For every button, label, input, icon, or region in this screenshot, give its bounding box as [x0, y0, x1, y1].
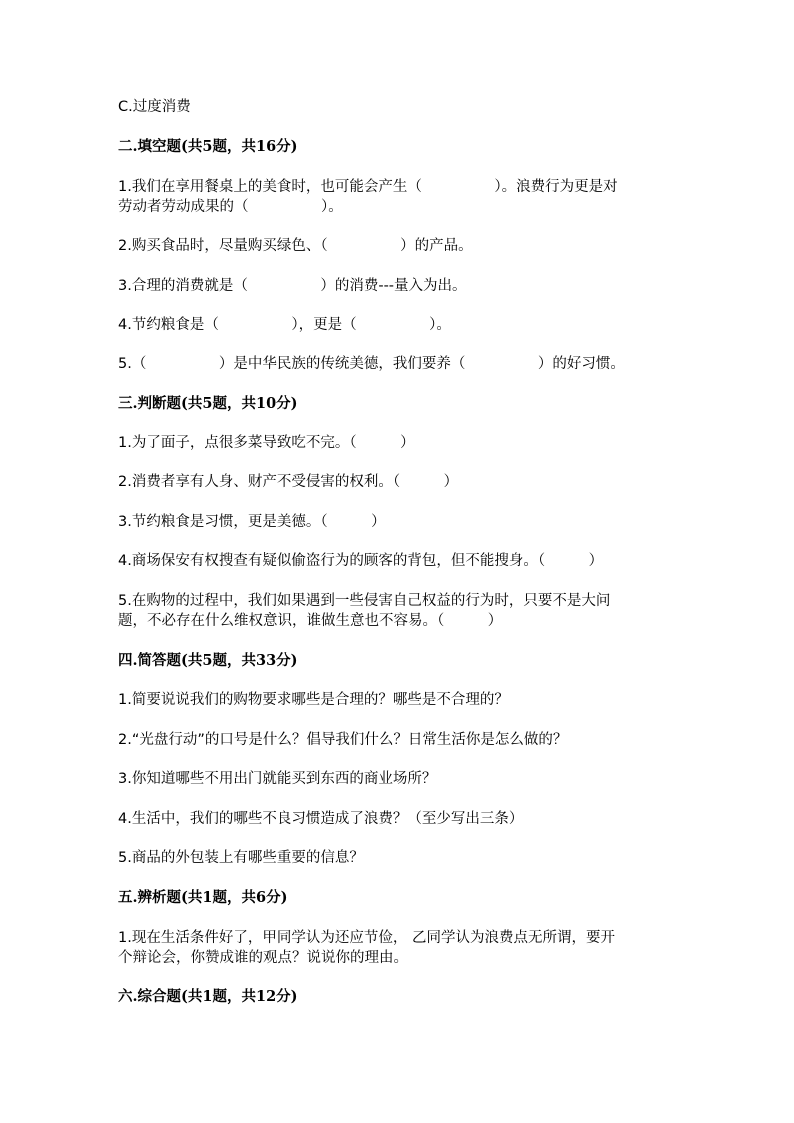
question-line: 劳动者劳动成果的（ ）。	[118, 199, 343, 215]
question-line: 1.简要说说我们的购物要求哪些是合理的？哪些是不合理的？	[118, 692, 509, 708]
question-line: 2.“光盘行动”的口号是什么？倡导我们什么？日常生活你是怎么做的？	[118, 732, 568, 748]
question-line: 5.在购物的过程中，我们如果遇到一些侵害自己权益的行为时，只要不是大问	[118, 593, 611, 609]
question-line: 2.消费者享有人身、财产不受侵害的权利。（ ）	[118, 474, 459, 490]
question-line: 个辩论会，你赞成谁的观点？说说你的理由。	[118, 950, 408, 966]
question-line: 1.现在生活条件好了，甲同学认为还应节俭， 乙同学认为浪费点无所谓，要开	[118, 930, 615, 946]
question-line: 1.为了面子，点很多菜导致吃不完。（ ）	[118, 435, 415, 451]
question-line: 4.生活中，我们的哪些不良习惯造成了浪费？（至少写出三条）	[118, 811, 524, 827]
section-heading-fill-blank: 二.填空题(共5题，共16分)	[118, 138, 298, 155]
question-line: 4.商场保安有权搜查有疑似偷盗行为的顾客的背包，但不能搜身。（ ）	[118, 553, 604, 569]
question-line: 题，不必存在什么维权意识，谁做生意也不容易。（ ）	[118, 613, 503, 629]
section-heading-analysis: 五.辨析题(共1题，共6分)	[118, 889, 288, 906]
question-line: 4.节约粮食是（ ），更是（ ）。	[118, 317, 451, 333]
question-line: 3.你知道哪些不用出门就能买到东西的商业场所？	[118, 771, 437, 787]
section-heading-comprehensive: 六.综合题(共1题，共12分)	[118, 988, 298, 1005]
question-line: 2.购买食品时，尽量购买绿色、（ ）的产品。	[118, 238, 473, 254]
question-line: 3.合理的消费就是（ ）的消费---量入为出。	[118, 278, 467, 294]
question-line: 3.节约粮食是习惯，更是美德。（ ）	[118, 514, 386, 530]
question-line: 1.我们在享用餐桌上的美食时，也可能会产生（ ）。浪费行为更是对	[118, 179, 618, 195]
section-heading-short-answer: 四.简答题(共5题，共33分)	[118, 652, 298, 669]
question-line: 5.（ ）是中华民族的传统美德，我们要养（ ）的好习惯。	[118, 356, 625, 372]
question-line: 5.商品的外包装上有哪些重要的信息？	[118, 850, 364, 866]
section-heading-true-false: 三.判断题(共5题，共10分)	[118, 395, 298, 412]
option-c: C.过度消费	[118, 99, 191, 115]
